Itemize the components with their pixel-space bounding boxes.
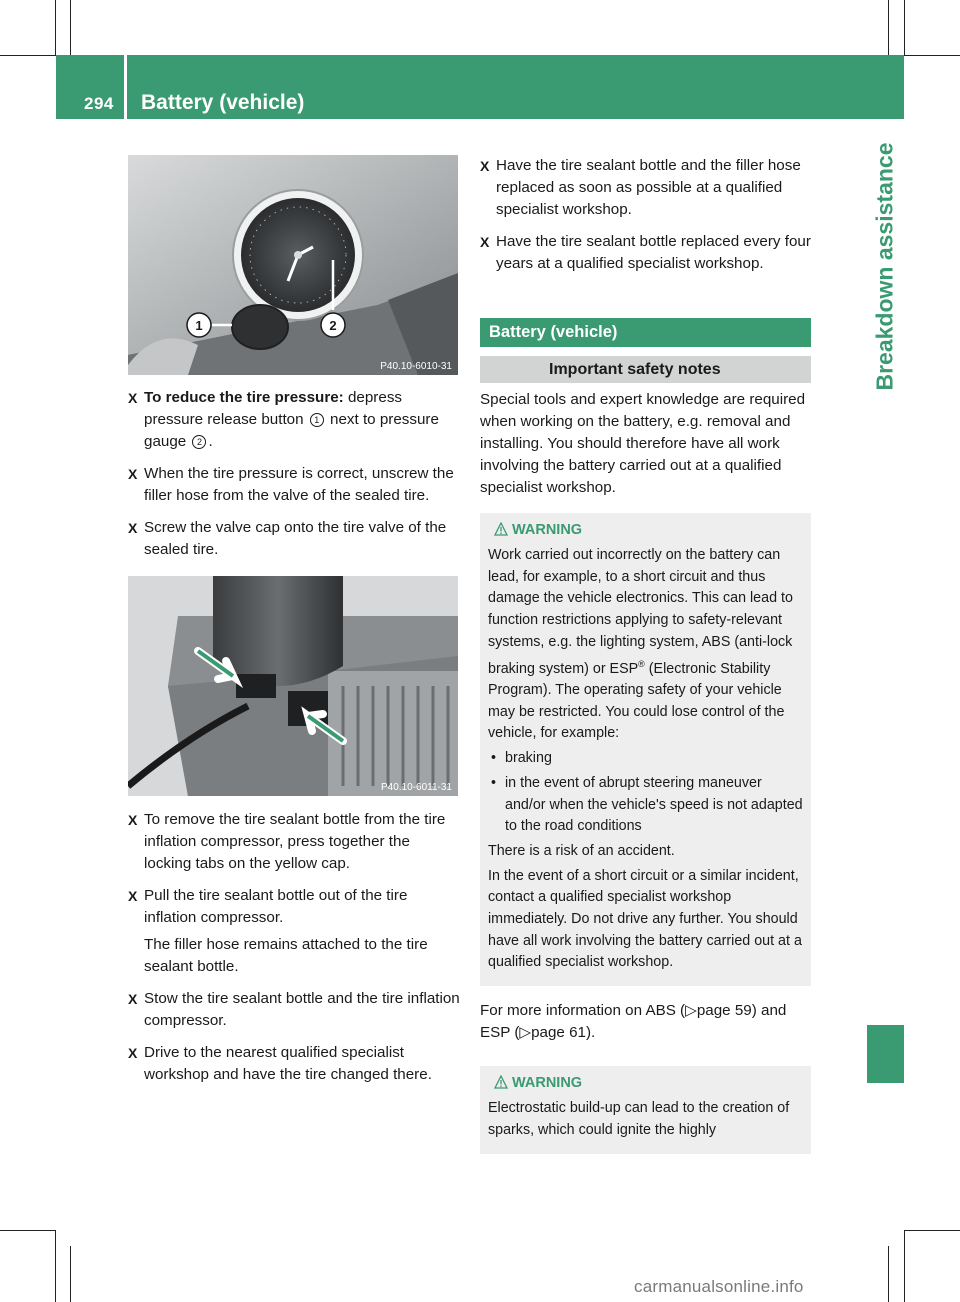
section-title: Battery (vehicle) — [480, 318, 811, 347]
step-marker-icon: X — [128, 466, 138, 482]
step-stow: X Stow the tire sealant bottle and the tire inflation compressor. — [128, 990, 460, 1029]
warning-paragraph: In the event of a short circuit or a similar incident, contact a qualified specialist workshop immediately. Do not drive any further. You should have all work involving the battery carried out at a qualified specialist workshop. — [488, 867, 802, 971]
figure-code: P40.10-6011-31 — [381, 782, 452, 793]
right-column — [480, 155, 811, 1154]
warning-bullet: • braking — [488, 748, 803, 770]
page-ref-arrow-icon: ▷ — [519, 1024, 532, 1042]
step-remove-bottle: X To remove the tire sealant bottle from the tire inflation compressor, press together the locking tabs on the yellow cap. — [128, 811, 446, 872]
crop-mark — [55, 1230, 56, 1302]
step-marker-icon: X — [128, 991, 138, 1007]
intro-paragraph: Special tools and expert knowledge are required when working on the battery, e.g. removal and installing. You should therefore have all work involving the battery carried out at a qualified specialist workshop. — [480, 391, 806, 496]
step-marker-icon: X — [128, 520, 138, 536]
bullet-icon: • — [491, 750, 497, 767]
step-replace-every-four-years: X Have the tire sealant bottle replaced every four years at a qualified specialist workshop. — [480, 233, 811, 272]
callout-1: 1 — [195, 318, 203, 333]
warning-paragraph: There is a risk of an accident. — [488, 842, 675, 859]
warning-bullet: • in the event of abrupt steering maneuver and/or when the vehicle's speed is not adapted to the road conditions — [491, 774, 803, 835]
warning-paragraph: Work carried out incorrectly on the battery can lead, for example, to a short circuit and thus damage the vehicle electronics. This can lead to function restrictions applying to safety-relevant systems, e.g. the lighting system, ABS (anti-lock braking system) or ESP® (Electronic Stability Program). The operating safety of your vehicle may be restricted. You could lose control of the vehicle, for example: — [488, 547, 793, 742]
side-block — [867, 1025, 904, 1083]
step-note: The filler hose remains attached to the tire sealant bottle. — [144, 936, 428, 975]
pressure-gauge-illustration — [128, 155, 458, 375]
step-valve-cap: X Screw the valve cap onto the tire valve of the sealed tire. — [128, 519, 447, 558]
step-drive-workshop: X Drive to the nearest qualified specialist workshop and have the tire changed there. — [128, 1044, 432, 1083]
crop-mark — [888, 1246, 889, 1302]
page-ref-arrow-icon: ▷ — [685, 1002, 697, 1020]
figure-pressure-gauge — [128, 155, 458, 375]
crop-mark — [888, 0, 889, 55]
crop-mark — [0, 1230, 56, 1231]
step-marker-icon: X — [480, 234, 490, 250]
crop-mark — [904, 55, 960, 56]
sealant-bottle-illustration — [128, 576, 458, 796]
step-marker-icon: X — [480, 158, 490, 174]
figure-sealant-bottle — [128, 576, 458, 796]
step-pull-bottle: X Pull the tire sealant bottle out of the tire inflation compressor. The filler hose remains attached to the tire sealant bottle. — [128, 885, 460, 978]
crop-mark — [55, 0, 56, 55]
crop-mark — [70, 1246, 71, 1302]
crop-mark — [0, 55, 56, 56]
side-tab — [867, 120, 904, 410]
left-column — [128, 155, 460, 1096]
callout-2: 2 — [329, 318, 337, 333]
side-tab-label: Breakdown assistance — [871, 142, 898, 391]
step-marker-icon: X — [128, 1045, 138, 1061]
warning-box-electrostatic — [480, 1066, 811, 1153]
page-number: 294 — [84, 94, 114, 113]
crop-mark — [70, 0, 71, 55]
bullet-icon: • — [491, 774, 497, 791]
warning-header — [488, 1073, 803, 1095]
step-marker-icon: X — [128, 390, 138, 406]
crop-mark — [904, 1230, 960, 1231]
callout-1-inline: 1 — [310, 413, 324, 427]
warning-box-battery — [480, 513, 811, 986]
page-ref-link[interactable]: page 61 — [531, 1024, 586, 1042]
header-separator — [124, 55, 127, 119]
step-marker-icon: X — [128, 888, 138, 904]
warning-label: WARNING — [512, 1075, 583, 1092]
warning-label: WARNING — [512, 522, 583, 538]
warning-triangle-icon — [494, 522, 508, 536]
step-marker-icon: X — [128, 812, 138, 828]
warning-triangle-icon — [494, 1075, 508, 1089]
warning-paragraph: Electrostatic build-up can lead to the creation of sparks, which could ignite the highly — [488, 1100, 790, 1138]
more-info-paragraph: For more information on ABS (▷page 59) and ESP (▷page 61). — [480, 1002, 787, 1042]
callout-2-inline: 2 — [192, 435, 206, 449]
crop-mark — [904, 0, 905, 55]
subsection-title: Important safety notes — [480, 356, 811, 383]
step-reduce-pressure: X To reduce the tire pressure: depress pressure release button 1 next to pressure gauge 2 . — [128, 389, 439, 450]
page-ref-link[interactable]: page 59 — [696, 1002, 752, 1020]
step-unscrew-hose: X When the tire pressure is correct, unscrew the filler hose from the valve of the sealed tire. — [128, 465, 454, 504]
warning-header — [488, 520, 803, 542]
step-replace-bottle-hose: X Have the tire sealant bottle and the filler hose replaced as soon as possible at a qualified specialist workshop. — [480, 157, 801, 218]
crop-mark — [904, 1230, 905, 1302]
watermark: carmanualsonline.info — [634, 1277, 804, 1296]
page-title: Battery (vehicle) — [141, 91, 305, 114]
figure-code: P40.10-6010-31 — [380, 361, 452, 372]
